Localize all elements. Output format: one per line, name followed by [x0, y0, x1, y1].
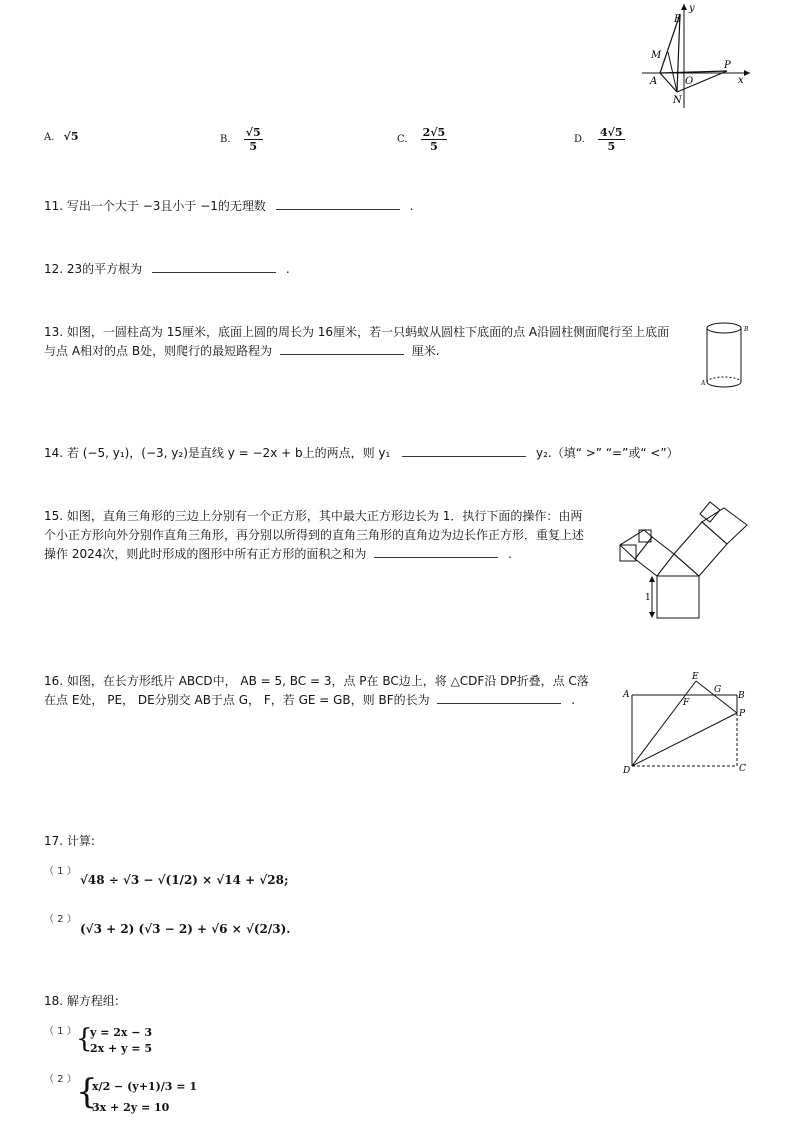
cylinder-label-b: B	[744, 326, 749, 333]
option-d-letter: D.	[574, 134, 585, 145]
option-a-letter: A.	[44, 132, 55, 143]
question-18-part1-eq2: 2x + y = 5	[90, 1042, 153, 1055]
question-13	[44, 323, 684, 361]
cylinder-label-a: A	[701, 380, 706, 387]
question-18-part2-brace: {	[76, 1072, 98, 1112]
pythagoras-tree-figure	[614, 500, 754, 625]
question-17-part1-label: （ 1 ）	[44, 866, 77, 877]
fold-label-p: P	[739, 709, 746, 719]
option-b-den: 5	[249, 140, 257, 153]
question-18-part1-brace: {	[76, 1024, 93, 1054]
question-13-end: 厘米.	[411, 344, 440, 358]
question-16-end: .	[571, 693, 576, 707]
answer-blank-16[interactable]	[437, 692, 561, 704]
question-12-end: .	[285, 262, 290, 276]
question-11-end: .	[409, 199, 414, 213]
question-14-after: y₂.（填“ >” “=”或“ <”）	[535, 446, 679, 460]
answer-blank-12[interactable]	[152, 261, 276, 273]
option-d-fraction	[598, 126, 625, 153]
label-n: N	[673, 95, 682, 106]
question-17-part1-expr: √48 ÷ √3 − √(1/2) × √14 + √28;	[80, 873, 289, 887]
rectangle-fold-figure	[620, 668, 755, 776]
option-b-letter: B.	[220, 134, 231, 145]
answer-blank-11[interactable]	[276, 198, 400, 210]
question-18-part1-label: （ 1 ）	[44, 1026, 77, 1037]
label-p: P	[724, 60, 731, 71]
question-15-line2: 个小正方形向外分别作直角三角形，再分别以所得到的直角三角形的直角边为边长作正方形．重复上述	[44, 528, 585, 542]
option-a-value: √5	[63, 130, 79, 143]
question-13-line2-wrap	[44, 342, 684, 361]
question-16-line2-wrap	[44, 691, 614, 710]
fold-label-f: F	[683, 698, 690, 708]
fold-label-a: A	[623, 690, 630, 700]
option-c-letter: C.	[397, 134, 408, 145]
option-b-num: √5	[245, 126, 261, 139]
question-13-line2: 与点 A相对的点 B处，则爬行的最短路程为	[44, 344, 273, 358]
option-b-fraction	[244, 126, 263, 153]
question-17-part2-expr: (√3 + 2) (√3 − 2) + √6 × √(2/3).	[80, 922, 291, 936]
answer-blank-13[interactable]	[280, 343, 404, 355]
question-11-text: 11. 写出一个大于 −3且小于 −1的无理数	[44, 199, 266, 213]
question-17-title: 17. 计算:	[44, 834, 95, 848]
question-15-line3: 操作 2024次，则此时形成的图形中所有正方形的面积之和为	[44, 547, 367, 561]
question-15	[44, 507, 614, 564]
answer-blank-14[interactable]	[402, 445, 526, 457]
question-18-part2-eq2: 3x + 2y = 10	[92, 1101, 170, 1114]
option-a[interactable]	[44, 130, 78, 143]
question-16-line2: 在点 E处， PE， DE分别交 AB于点 G， F，若 GE = GB，则 BF的长为	[44, 693, 430, 707]
question-13-line1: 13. 如图，一圆柱高为 15厘米，底面上圆的周长为 16厘米，若一只蚂蚁从圆柱下底面的点 A沿圆柱侧面爬行至上底面	[44, 325, 670, 339]
question-15-end: .	[508, 547, 512, 561]
question-12	[44, 260, 290, 279]
question-17-part2-label: （ 2 ）	[44, 914, 77, 925]
option-b[interactable]	[220, 126, 263, 153]
fold-label-d: D	[623, 766, 631, 776]
label-o: O	[685, 76, 694, 87]
question-18-part2-label: （ 2 ）	[44, 1074, 77, 1085]
fold-label-c: C	[739, 764, 746, 774]
option-c[interactable]	[397, 126, 447, 153]
question-18-part1-eq1: y = 2x − 3	[90, 1026, 153, 1039]
question-16-line1: 16. 如图，在长方形纸片 ABCD中， AB = 5, BC = 3，点 P在 BC边上，将 △CDF沿 DP折叠，点 C落	[44, 674, 589, 688]
question-15-line1: 15. 如图，直角三角形的三边上分别有一个正方形，其中最大正方形边长为 1．执行下面的操作：由两	[44, 509, 583, 523]
question-11	[44, 197, 413, 216]
coordinate-figure	[632, 0, 762, 110]
fold-label-g: G	[714, 685, 722, 695]
question-18-part2-eq1: x/2 − (y+1)/3 = 1	[92, 1080, 197, 1093]
question-16	[44, 672, 614, 710]
label-b: B	[674, 14, 682, 25]
fold-label-b: B	[738, 691, 745, 701]
question-14-text: 14. 若 (−5, y₁)，(−3, y₂)是直线 y = −2x + b上的两点，则 y₁	[44, 446, 391, 460]
option-d[interactable]	[574, 126, 625, 153]
question-14	[44, 444, 679, 463]
option-d-num: 4√5	[600, 126, 623, 139]
label-y: y	[689, 3, 695, 14]
option-c-num: 2√5	[422, 126, 446, 139]
cylinder-figure	[700, 318, 756, 394]
question-15-line3-wrap	[44, 545, 614, 564]
label-a: A	[650, 76, 658, 87]
question-18-title: 18. 解方程组:	[44, 994, 119, 1008]
option-c-den: 5	[430, 140, 438, 153]
label-m: M	[651, 50, 662, 61]
option-c-fraction	[421, 126, 448, 153]
option-d-den: 5	[607, 140, 616, 153]
fold-label-e: E	[692, 672, 699, 682]
label-x: x	[738, 75, 744, 86]
answer-blank-15[interactable]	[374, 546, 498, 558]
question-12-text: 12. 23的平方根为	[44, 262, 143, 276]
square-side-label: 1	[645, 593, 651, 603]
